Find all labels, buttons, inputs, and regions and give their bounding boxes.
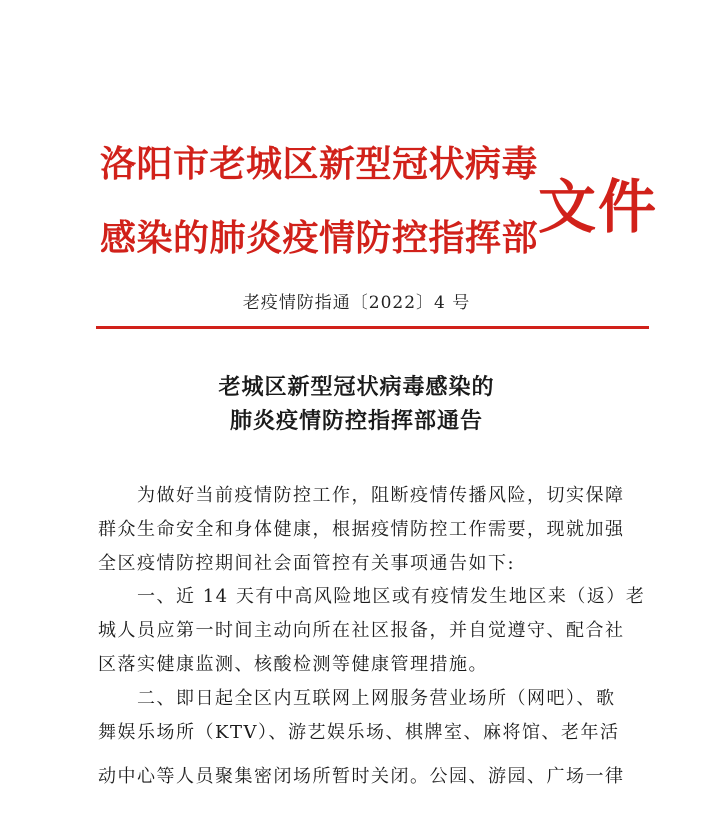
notice-title-line-1: 老城区新型冠状病毒感染的 (218, 374, 495, 400)
body-line: 群众生命安全和身体健康，根据疫情防控工作需要，现就加强 (98, 519, 625, 540)
document-number: 老疫情防指通〔2022〕4 号 (242, 293, 471, 313)
body-line: 一、近 14 天有中高风险地区或有疫情发生地区来（返）老 (98, 586, 646, 607)
document-label: 文件 (538, 173, 659, 241)
body-line: 二、即日起全区内互联网上网服务营业场所（网吧）、歌 (98, 688, 616, 709)
body-line: 动中心等人员聚集密闭场所暂时关闭。公园、游园、广场一律 (98, 766, 625, 787)
notice-title-line-2: 肺炎疫情防控指挥部通告 (229, 408, 483, 434)
issuing-org-line-1: 洛阳市老城区新型冠状病毒 (100, 143, 539, 185)
body-line: 城人员应第一时间主动向所在社区报备，并自觉遵守、配合社 (98, 620, 625, 641)
body-line: 全区疫情防控期间社会面管控有关事项通告如下: (98, 553, 516, 574)
body-line: 为做好当前疫情防控工作，阻断疫情传播风险，切实保障 (98, 485, 625, 506)
document-header (0, 0, 713, 300)
body-line: 舞娱乐场所（KTV）、游艺娱乐场、棋牌室、麻将馆、老年活 (98, 722, 620, 743)
body-line: 区落实健康监测、核酸检测等健康管理措施。 (98, 654, 488, 675)
red-separator-line (96, 326, 649, 329)
issuing-org-line-2: 感染的肺炎疫情防控指挥部 (100, 217, 539, 259)
